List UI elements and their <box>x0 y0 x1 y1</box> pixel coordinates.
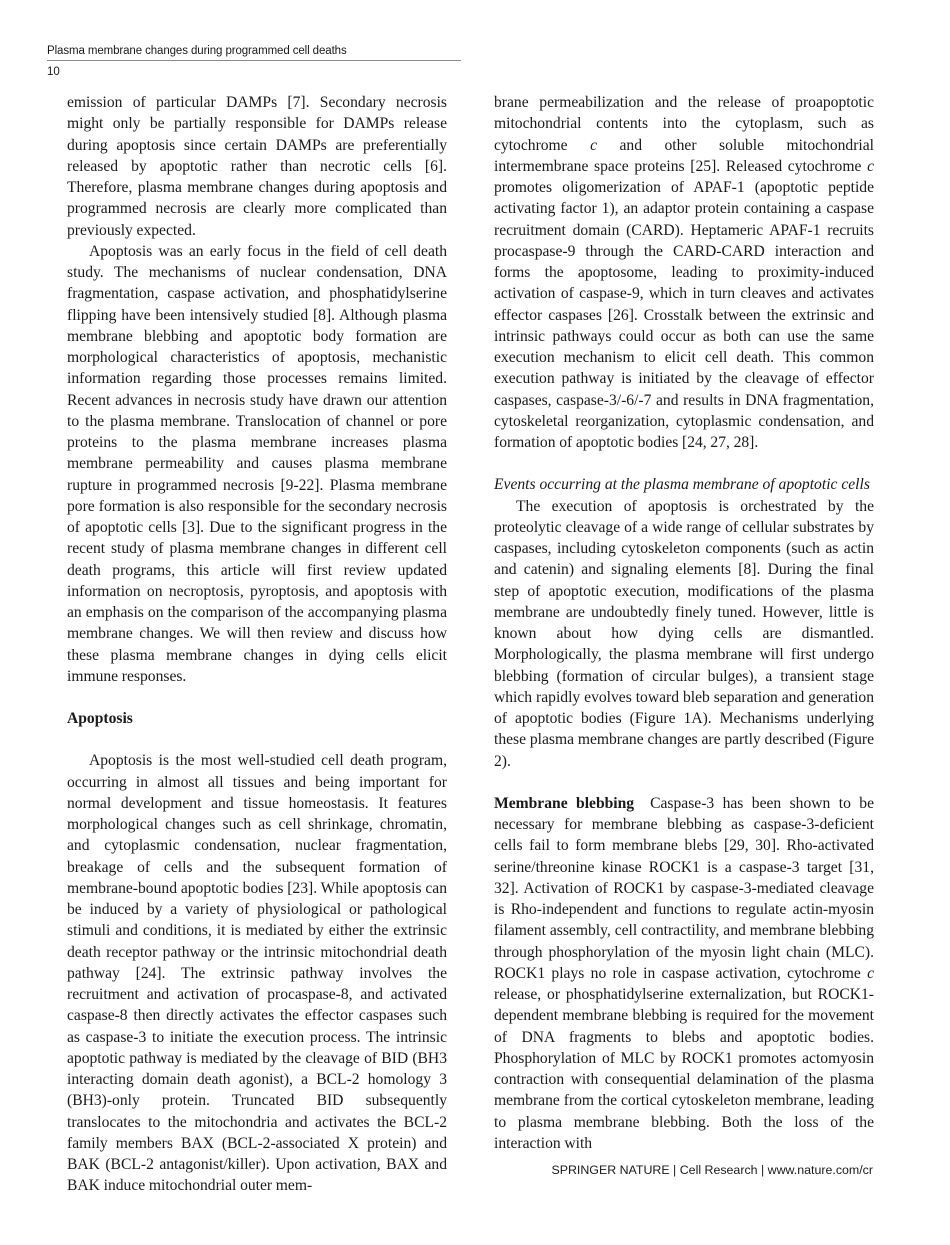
footer-imprint: SPRINGER NATURE | Cell Research | www.nature.com/cr <box>551 1163 873 1177</box>
running-head <box>47 44 461 80</box>
text-run: release, or phosphatidylserine externalization, but ROCK1-dependent membrane blebbing is required for the movement of DNA fragments to blebs and apoptotic bodies. Phosphorylation of MLC by ROCK1 promotes actomyosin contraction with consequential delamination of the plasma membrane from the cortical cytoskeleton membrane, leading to plasma membrane blebbing. Both the loss of the interaction with <box>494 986 874 1152</box>
running-head-title: Plasma membrane changes during programmed cell deaths <box>47 45 347 57</box>
right-column <box>494 92 875 1152</box>
text-run: brane permeabilization and the release of proapoptotic mitochondrial contents into the cytoplasm, such as cytochrome <box>494 94 874 154</box>
paragraph-membrane-blebbing <box>494 793 874 1154</box>
paragraph-apoptosis-early-focus: Apoptosis was an early focus in the field of cell death study. The mechanisms of nuclear condensation, DNA fragmentation, caspase activation, and phosphatidylserine flipping have been intensively studied [8]. Although plasma membrane blebbing and apoptotic body formation are morphological characteristics of apoptosis, mechanistic information regarding those processes remains limited. Recent advances in necrosis study have drawn our attention to the plasma membrane. Translocation of channel or pore proteins to the plasma membrane increases plasma membrane permeability and causes plasma membrane rupture in programmed necrosis [9-22]. Plasma membrane pore formation is also responsible for the secondary necrosis of apoptotic cells [3]. Due to the significant progress in the recent study of plasma membrane changes in different cell death programs, this article will first review updated information on necroptosis, pyroptosis, and apoptosis with an emphasis on the comparison of the accompanying plasma membrane changes. We will then review and discuss how these plasma membrane changes in dying cells elicit immune responses. <box>67 242 447 685</box>
header-divider <box>47 60 461 61</box>
paragraph-apoptosis-overview: Apoptosis is the most well-studied cell death program, occurring in almost all tissues and being important for normal development and tissue homeostasis. It features morphological changes such as cell shrinkage, chromatin, and cytoplasmic condensation, nuclear fragmentation, breakage of cells and the subsequent formation of membrane-bound apoptotic bodies [23]. While apoptosis can be induced by a variety of physiological or pathological stimuli and conditions, it is mediated by either the extrinsic death receptor pathway or the intrinsic mitochondrial death pathway [24]. The extrinsic pathway involves the recruitment and activation of procaspase-8, and activated caspase-8 then directly activates the effector caspases such as caspase-3 to initiate the execution process. The intrinsic apoptotic pathway is mediated by the cleavage of BID (BH3 interacting domain death agonist), a BCL-2 homology 3 (BH3)-only protein. Truncated BID subsequently translocates to the mitochondria and activates the BCL-2 family members BAX (BCL-2-associated X protein) and BAK (BCL-2 antagonist/killer). Upon activation, BAX and BAK induce mitochondrial outer mem- <box>67 752 447 1195</box>
italic-cytochrome-c: c <box>867 964 874 982</box>
paragraph-mitochondrial-permeabilization <box>494 92 874 453</box>
paragraph-continuation-damps: emission of particular DAMPs [7]. Secondary necrosis might only be partially responsible for DAMPs release during apoptosis since certain DAMPs are preferentially released by apoptotic rather than necrotic cells [6]. Therefore, plasma membrane changes during apoptosis and programmed necrosis are clearly more complicated than previously expected. <box>67 94 447 239</box>
spacer <box>67 729 447 750</box>
italic-cytochrome-c: c <box>590 136 598 154</box>
left-column <box>67 92 447 1195</box>
text-run: promotes oligomerization of APAF-1 (apoptotic peptide activating factor 1), an adaptor protein containing a caspase recruitment domain (CARD). Heptameric APAF-1 recruits procaspase-9 through the CARD-CARD interaction and forms the apoptosome, leading to proximity-induced activation of caspase-9, which in turn cleaves and activates effector caspases [26]. Crosstalk between the extrinsic and intrinsic pathways could occur as both can use the same execution mechanism to elicit cell death. This common execution pathway is initiated by the cleavage of effector caspases, caspase-3/-6/-7 and results in DNA fragmentation, cytoskeletal reorganization, cytoplasmic condensation, and formation of apoptotic bodies [24, 27, 28]. <box>494 179 874 451</box>
section-heading-apoptosis: Apoptosis <box>67 710 133 727</box>
subheading-events-at-plasma-membrane: Events occurring at the plasma membrane of apoptotic cells <box>494 476 870 494</box>
spacer <box>67 687 447 708</box>
spacer <box>494 772 874 793</box>
runin-heading-membrane-blebbing: Membrane blebbing <box>494 794 635 812</box>
italic-cytochrome-c: c <box>867 157 874 175</box>
text-run: and other soluble mitochondrial intermembrane space proteins [25]. Released cytochrome <box>494 136 875 175</box>
page-number: 10 <box>47 66 60 78</box>
spacer <box>494 453 874 474</box>
text-run: Caspase-3 has been shown to be necessary for membrane blebbing as caspase-3-deficient cells fail to form membrane blebs [29, 30]. Rho-activated serine/threonine kinase ROCK1 is a caspase-3 target [31, 32]. Activation of ROCK1 by caspase-3-mediated cleavage is Rho-independent and functions to regulate actin-myosin filament assembly, cell contractility, and membrane blebbing through phosphorylation of the myosin light chain (MLC). ROCK1 plays no role in caspase activation, cytochrome <box>494 794 874 982</box>
paragraph-execution-of-apoptosis: The execution of apoptosis is orchestrated by the proteolytic cleavage of a wide range of cellular substrates by caspases, including cytoskeleton components (such as actin and catenin) and signaling elements [8]. During the final step of apoptotic execution, modifications of the plasma membrane are undoubtedly finely tuned. However, little is known about how dying cells are dismantled. Morphologically, the plasma membrane will first undergo blebbing (formation of circular bulges), a transient stage which rapidly evolves toward bleb separation and generation of apoptotic bodies (Figure 1A). Mechanisms underlying these plasma membrane changes are partly described (Figure 2). <box>494 497 874 770</box>
